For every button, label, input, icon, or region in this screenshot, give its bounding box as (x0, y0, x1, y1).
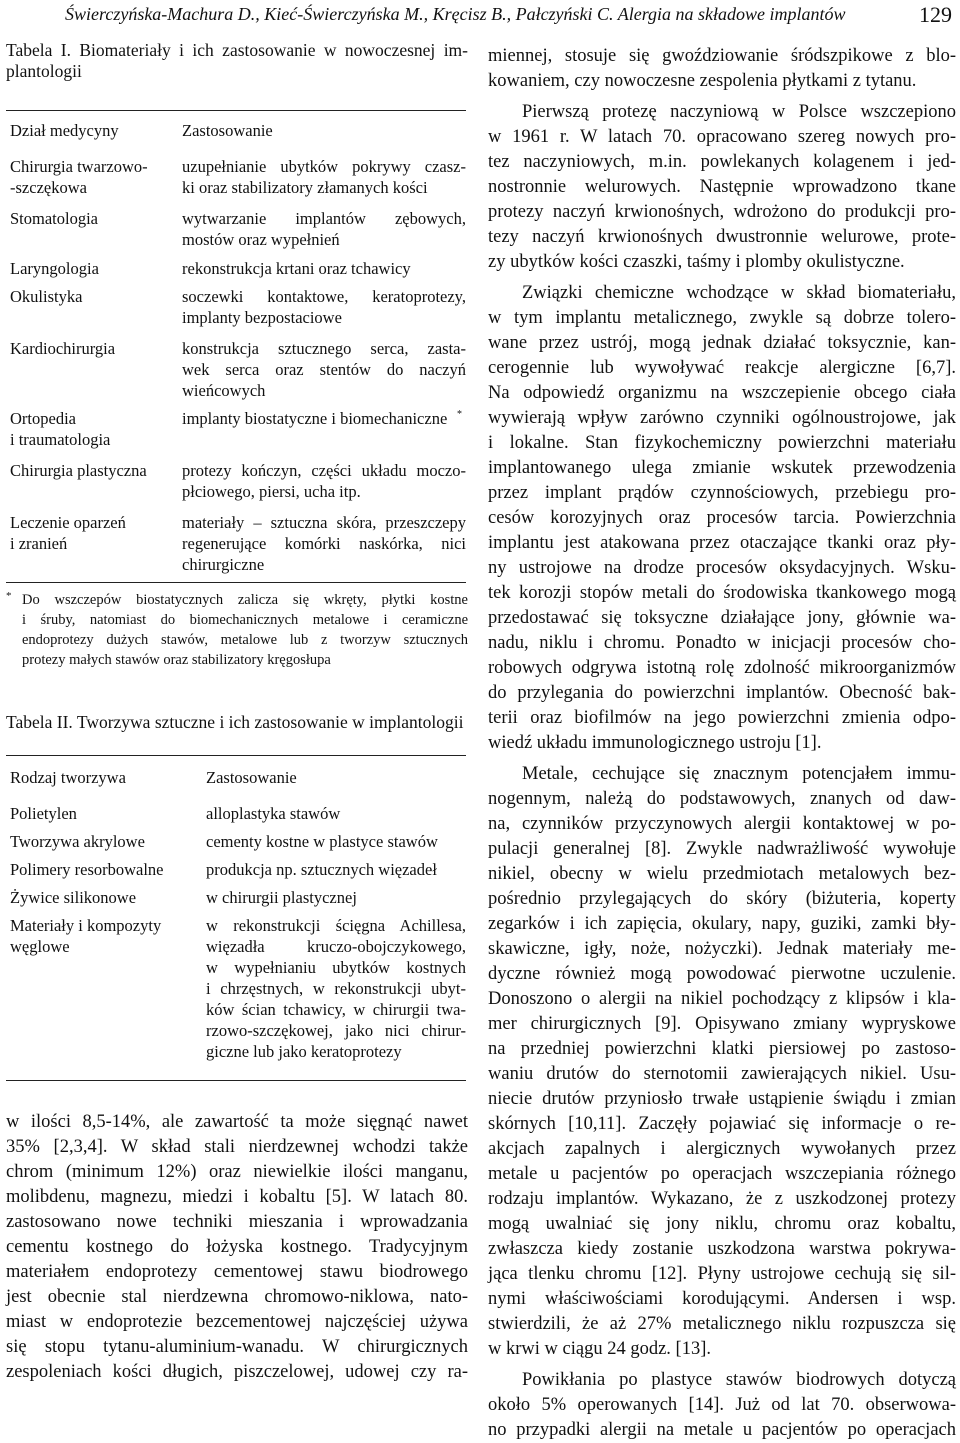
body-line: przedostawać się toksyczne działające jony, głównie wa- (488, 608, 956, 628)
body-line: robowych odgrywa istotną rolę zdolność mikroorganizmów (488, 658, 956, 678)
body-line: i lokalne. Stan fizykochemiczny powierzchni materiału (488, 433, 956, 453)
body-line: implantu jest atakowana przez otaczające tkanki oraz pły- (488, 533, 956, 553)
material-cell (10, 887, 200, 908)
body-line: tek korozji stopów metali do środowiska tkankowego mogą (488, 583, 956, 603)
body-line: jąca tlenku chromu [12]. Płyny ustrojowe cechują się sil- (488, 1264, 956, 1284)
material-line: Żywice silikonowe (10, 888, 137, 907)
dept-cell (10, 338, 180, 359)
dept-cell (10, 258, 180, 279)
use-cell (182, 208, 466, 250)
table2-top-rule (6, 755, 466, 756)
body-line: skawiczne, igły, noże, nożyczki). Jednak materiały me- (488, 939, 956, 959)
body-line: się stopu tytanu-aluminium-wanadu. W chirurgicznych (6, 1337, 468, 1357)
use-cell (206, 915, 466, 1062)
body-line: kowaniem, czy nowoczesne zespolenia płytkami z tytanu. (488, 71, 917, 91)
use-line: ki oraz stabilizatory złamanych kości (182, 178, 428, 197)
material-cell (10, 859, 200, 880)
material-line: węglowe (10, 937, 70, 956)
use-cell (182, 460, 466, 502)
table1-caption-line: Tabela I. Biomateriały i ich zastosowanie w nowoczesnej im- (6, 40, 468, 60)
material-cell (10, 803, 200, 824)
body-line: cementu kostnego do łożyska kostnego. Tradycyjnym (6, 1237, 468, 1257)
body-line: pulacji generalnej [8]. Zwykle nadwrażliwość wywołuje (488, 839, 956, 859)
use-cell (206, 859, 466, 880)
body-line: chrom (minimum 12%) oraz niewielkie ilości manganu, (6, 1162, 468, 1182)
body-line: terii oraz biofilmów na jego powierzchni zmienia odpo- (488, 708, 956, 728)
running-title: Świerczyńska-Machura D., Kieć-Świerczyńska M., Kręcisz B., Pałczyński C. Alergia na składowe implantów (65, 4, 846, 24)
body-line: w krwi w ciągu 24 godz. [13]. (488, 1339, 711, 1359)
paragraph (488, 100, 956, 275)
use-line: alloplastyka stawów (206, 804, 341, 823)
body-line: wywierają wpływ zarówno czynniki ogólnoustrojowe, jak (488, 408, 956, 428)
body-line: tezy naczyń krwionośnych dwustronnie welurowe, prote- (488, 227, 956, 247)
body-line: akcjach zapalnych i alergicznych wywołanych przez (488, 1139, 956, 1159)
use-line: konstrukcja sztucznego serca, zasta- (182, 339, 466, 358)
footnote-line: i śruby, natomiast do biomechanicznych metalowe i ceramiczne (22, 612, 468, 628)
body-line: zwłaszcza kiedy zostanie uszkodzona warstwa pokrywa- (488, 1239, 956, 1259)
body-line: dyczne również mogą powodować pierwotne uczulenie. (488, 964, 956, 984)
left-body-text (6, 1110, 468, 1385)
table2-bottom-rule (6, 1080, 466, 1081)
page-number: 129 (919, 2, 952, 27)
paragraph (488, 1368, 956, 1443)
body-line: niecie drutów przyniosło trwałe ustąpienie świądu i zmian (488, 1089, 956, 1109)
dept-cell (10, 512, 180, 554)
dept-line: Laryngologia (10, 259, 99, 278)
body-line: protezy naczyń krwionośnych, wdrożono do produkcji pro- (488, 202, 956, 222)
paragraph (488, 281, 956, 756)
body-line: rodzaju implantów. Wykazano, że z uszkodzonej protezy (488, 1189, 956, 1209)
dept-line: i traumatologia (10, 430, 111, 449)
table1-caption-line: plantologii (6, 61, 82, 81)
body-line: Powikłania po plastyce stawów biodrowych dotyczą (522, 1370, 956, 1390)
body-line: przez implant prądów czynnościowych, przebiegu pro- (488, 483, 956, 503)
dept-cell (10, 208, 180, 229)
use-line: w wypełnianiu ubytków kostnych (206, 958, 466, 977)
material-line: Polimery resorbowalne (10, 860, 164, 879)
body-line: stwierdzili, że aż 27% metalicznego niklu rozpuszcza się (488, 1314, 956, 1334)
paragraph (488, 762, 956, 1362)
body-line: jest obecnie stal nierdzewna chromowo-niklowa, nato- (6, 1287, 468, 1307)
use-cell (182, 286, 466, 328)
use-line: ków ścian tchawicy, w chirurgii twa- (206, 1000, 466, 1019)
dept-line: Okulistyka (10, 287, 83, 306)
table2-col2-header: Zastosowanie (206, 768, 297, 787)
use-cell (206, 803, 466, 824)
use-line: materiały – sztuczna skóra, przeszczepy (182, 513, 466, 532)
table1-top-rule (6, 110, 466, 111)
dept-line: -szczękowa (10, 178, 87, 197)
body-line: wiedź układu immunologicznego ustroju [1]. (488, 733, 822, 753)
body-line: pośrednio przylegających do skóry (biżuteria, koperty (488, 889, 956, 909)
paragraph (488, 44, 956, 94)
use-cell (182, 156, 466, 198)
right-column-text (488, 44, 956, 1443)
body-line: materiałem endoprotezy cementowej stawu biodrowego (6, 1262, 468, 1282)
use-line: implanty biostatyczne i biomechaniczne (182, 409, 448, 428)
running-header (0, 0, 960, 40)
use-line: regenerujące komórki naskórka, nici (182, 534, 466, 553)
use-line: chirurgiczne (182, 555, 265, 574)
table2 (10, 767, 466, 1087)
footnote-ref: * (457, 409, 462, 420)
material-line: Polietylen (10, 804, 77, 823)
body-line: cerogennie lub wywoływać reakcje alergiczne [6,7]. (488, 358, 956, 378)
dept-cell (10, 460, 180, 481)
footnote-line: endoprotezy dużych stawów, metalowe lub z tworzyw sztucznych (22, 632, 468, 648)
body-line: cesów korozyjnych oraz procesów tarcia. Powierzchnia (488, 508, 956, 528)
use-line: w rekonstrukcji ścięgna Achillesa, (206, 916, 466, 935)
material-line: Tworzywa akrylowe (10, 832, 145, 851)
table1-bottom-rule (6, 582, 466, 583)
body-line: nymi właściwościami korodującymi. Andersen i wsp. (488, 1289, 956, 1309)
use-line: rzowo-szczękowej, jako nici chirur- (206, 1021, 466, 1040)
use-cell (206, 831, 466, 852)
body-line: w ilości 8,5-14%, ale zawartość ta może sięgnąć nawet (6, 1112, 468, 1132)
body-line: na, czynników przyczynowych alergii kontaktowej w po- (488, 814, 956, 834)
body-line: do przylegania do powierzchni implantów. Obecność bak- (488, 683, 956, 703)
body-line: no przypadki alergii na metale u pacjentów po operacjach (488, 1420, 956, 1440)
body-line: zegarków i ich zapięcia, okulary, napy, guziki, zamki bły- (488, 914, 956, 934)
table1-col2-header: Zastosowanie (182, 121, 273, 140)
use-line: cementy kostne w plastyce stawów (206, 832, 438, 851)
use-cell (182, 408, 466, 429)
use-cell (182, 258, 466, 279)
body-line: metale u pacjentów po operacjach wszczepiania różnego (488, 1164, 956, 1184)
dept-cell (10, 286, 180, 307)
footnote-line: protezy małych stawów oraz stabilizatory kręgosłupa (22, 652, 331, 668)
body-line: mogą uwalniać się jony niklu, chromu oraz kobaltu, (488, 1214, 956, 1234)
use-cell (182, 338, 466, 401)
use-line: rekonstrukcja krtani oraz tchawicy (182, 259, 411, 278)
material-cell (10, 831, 200, 852)
body-line: Pierwszą protezę naczyniową w Polsce wszczepiono (522, 102, 956, 122)
body-line: mer chirurgicznych [9]. Opisywano zmiany wypryskowe (488, 1014, 956, 1034)
body-line: nadu, niklu i chromu. Ponadto w inicjacji procesów cho- (488, 633, 956, 653)
body-line: miast w endoprotezie bezcementowej najczęściej używa (6, 1312, 468, 1332)
use-line: wieńcowych (182, 381, 266, 400)
use-line: protezy kończyn, części układu moczo- (182, 461, 466, 480)
table1-footnote (6, 590, 468, 670)
body-line: zy ubytków kości czaszki, taśmy i plomby okulistyczne. (488, 252, 905, 272)
dept-line: Stomatologia (10, 209, 98, 228)
dept-cell (10, 408, 180, 450)
dept-line: Ortopedia (10, 409, 76, 428)
use-cell (206, 887, 466, 908)
use-line: implanty bezpostaciowe (182, 308, 342, 327)
table1-col1-header: Dział medycyny (10, 121, 119, 140)
body-line: w 1961 r. W latach 70. opracowano szereg nowych pro- (488, 127, 956, 147)
body-line: zespoleniach kości długich, piszczelowej, udowej czy ra- (6, 1362, 468, 1382)
body-line: waniu drutów do sternotomii zawierających nikiel. Usu- (488, 1064, 956, 1084)
use-line: giczne lub jako keratoprotezy (206, 1042, 402, 1061)
use-line: więzadła kruczo-obojczykowego, (206, 937, 466, 956)
body-line: 35% [2,3,4]. W skład stali nierdzewnej wchodzi także (6, 1137, 468, 1157)
material-line: Materiały i kompozyty (10, 916, 162, 935)
body-line: skórnych [10,11]. Zaczęły pojawiać się informacje o re- (488, 1114, 956, 1134)
footnote-line: Do wszczepów biostatycznych zalicza się wkręty, płytki kostne (22, 592, 468, 608)
dept-line: Kardiochirurgia (10, 339, 116, 358)
use-line: uzupełnianie ubytków pokrywy czasz- (182, 157, 466, 176)
table2-caption: Tabela II. Tworzywa sztuczne i ich zastosowanie w implantologii (6, 712, 464, 732)
material-cell (10, 915, 200, 957)
body-line: Na odpowiedź organizmu na wszczepienie obcego ciała (488, 383, 956, 403)
body-line: miennej, stosuje się gwoździowanie śródszpikowe z blo- (488, 46, 956, 66)
use-line: soczewki kontaktowe, keratoprotezy, (182, 287, 466, 306)
use-line: wek serca oraz stentów do naczyń (182, 360, 466, 379)
use-line: wytwarzanie implantów zębowych, (182, 209, 466, 228)
body-line: Donoszono o alergii na nikiel pochodzący z klipsów i kla- (488, 989, 956, 1009)
body-line: tez naczyniowych, m.in. powlekanych kolagenem i jed- (488, 152, 956, 172)
body-line: ny ustrojowe na drodze procesów oksydacyjnych. Wsku- (488, 558, 956, 578)
dept-line: Leczenie oparzeń (10, 513, 126, 532)
use-line: płciowego, piersi, ucha itp. (182, 482, 361, 501)
body-line: nogennym, należą do podstawowych, znanych od daw- (488, 789, 956, 809)
body-line: na przedniej powierzchni klatki piersiowej po zastoso- (488, 1039, 956, 1059)
dept-line: i zranień (10, 534, 68, 553)
use-line: produkcja np. sztucznych więzadeł (206, 860, 437, 879)
table1 (10, 120, 466, 590)
dept-line: Chirurgia plastyczna (10, 461, 147, 480)
body-line: w tym implantu metalicznego, zwykle są dobrze tolero- (488, 308, 956, 328)
body-line: wane przez ustrój, mogą jednak działać toksycznie, kan- (488, 333, 956, 353)
use-line: w chirurgii plastycznej (206, 888, 357, 907)
body-line: nikiel, obecny w wielu przedmiotach metalowych bez- (488, 864, 956, 884)
body-line: implantowanego ulega zmianie wskutek przewodzenia (488, 458, 956, 478)
use-cell (182, 512, 466, 575)
use-line: mostów oraz wypełnień (182, 230, 340, 249)
body-line: około 5% operowanych [14]. Już od lat 70. obserwowa- (488, 1395, 956, 1415)
body-line: zastosowano nowe techniki mieszania i wprowadzania (6, 1212, 468, 1232)
body-line: molibdenu, magnezu, miedzi i kobaltu [5]. W latach 80. (6, 1187, 468, 1207)
body-line: Metale, cechujące się znacznym potencjałem immu- (522, 764, 956, 784)
table2-col1-header: Rodzaj tworzywa (10, 768, 126, 787)
dept-cell (10, 156, 180, 198)
body-line: nostronnie welurowych. Następnie wprowadzono tkane (488, 177, 956, 197)
body-line: Związki chemiczne wchodzące w skład biomateriału, (522, 283, 956, 303)
dept-line: Chirurgia twarzowo- (10, 157, 148, 176)
table1-caption (6, 40, 468, 82)
use-line: i chrzęstnych, w rekonstrukcji ubyt- (206, 979, 466, 998)
footnote-mark: * (6, 590, 12, 602)
